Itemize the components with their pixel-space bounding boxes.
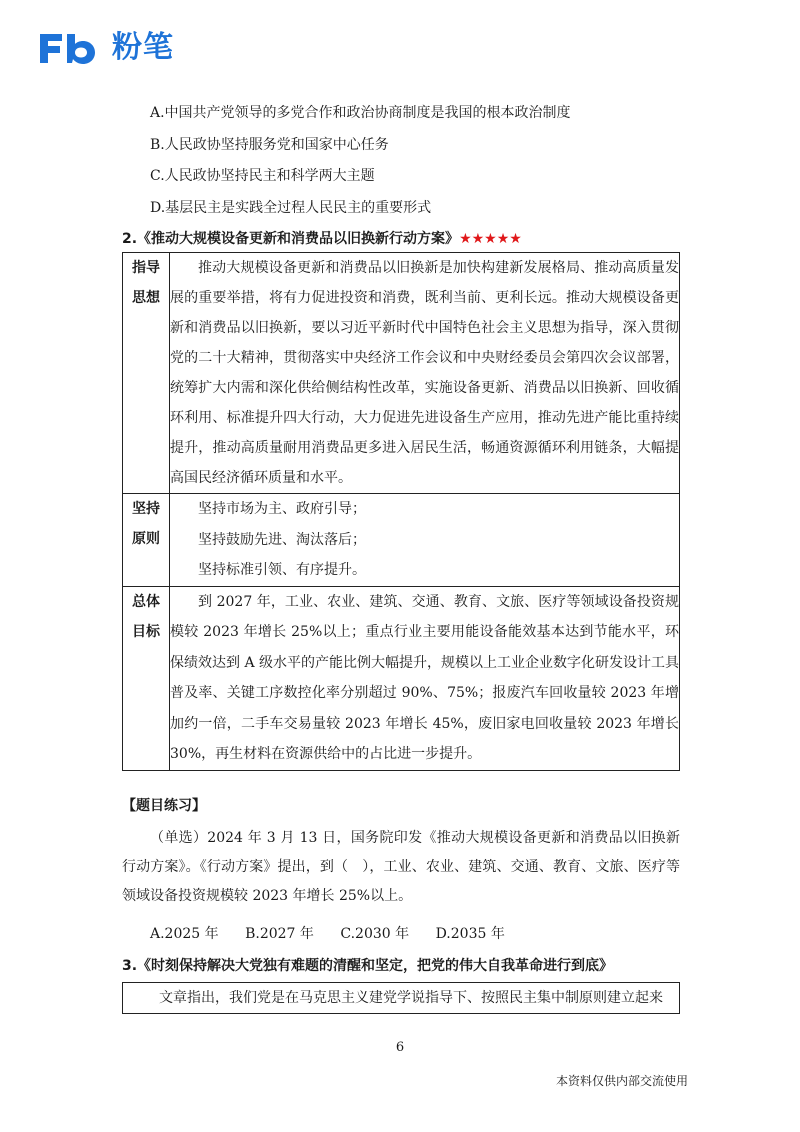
table-row-guide — [123, 253, 680, 494]
option-b: B.人民政协坚持服务党和国家中心任务 — [150, 137, 389, 153]
goal-label: 总体 目标 — [123, 586, 170, 770]
guide-label: 指导 思想 — [123, 253, 170, 494]
option-a: A.中国共产党领导的多党合作和政治协商制度是我国的根本政治制度 — [150, 105, 571, 121]
table-row-goal — [123, 586, 680, 770]
footer-note: 本资料仅供内部交流使用 — [555, 1074, 688, 1088]
goal-text: 到 2027 年，工业、农业、建筑、交通、教育、文旅、医疗等领域设备投资规模较 2023 年增长 25%以上；重点行业主要用能设备能效基本达到节能水平，环保绩效达到 A 级水平的产能比例大幅提升，规模以上工业企业数字化研发设计工具普及率、关键工序数控化率分别超过 90%、75%；报废汽车回收量较 2023 年增加约一倍，二手车交易量较 2023 年增长 45%，废旧家电回收量较 2023 年增长 30%，再生材料在资源供给中的占比进一步提升。 — [170, 593, 680, 762]
principle-label: 坚持 原则 — [123, 494, 170, 587]
fb-logo-icon — [36, 30, 108, 66]
answer-option-b: B.2027 年 — [245, 926, 314, 942]
brand-logo — [36, 30, 174, 66]
guide-text: 推动大规模设备更新和消费品以旧换新是加快构建新发展格局、推动高质量发展的重要举措，将有力促进投资和消费，既利当前、更利长远。推动大规模设备更新和消费品以旧换新，要以习近平新时代中国特色社会主义思想为指导，深入贯彻党的二十大精神，贯彻落实中央经济工作会议和中央财经委员会第四次会议部署，统筹扩大内需和深化供给侧结构性改革，实施设备更新、消费品以旧换新、回收循环利用、标准提升四大行动，大力促进先进设备生产应用，推动先进产能比重持续提升，推动高质量耐用消费品更多进入居民生活，畅通资源循环利用链条，大幅提高国民经济循环质量和水平。 — [170, 260, 679, 486]
option-d: D.基层民主是实践全过程人民民主的重要形式 — [150, 200, 432, 216]
principle-content — [170, 494, 680, 587]
principle-item: 坚持标准引领、有序提升。 — [198, 562, 366, 578]
principle-item: 坚持市场为主、政府引导； — [198, 501, 366, 517]
rating-stars-icon: ★★★★★ — [459, 231, 522, 247]
answer-option-a: A.2025 年 — [150, 926, 219, 942]
section2-title: 2.《推动大规模设备更新和消费品以旧换新行动方案》 — [122, 231, 460, 247]
practice-options — [150, 924, 527, 944]
page-number: 6 — [395, 1040, 405, 1055]
section3-box: 文章指出，我们党是在马克思主义建党学说指导下、按照民主集中制原则建立起来 — [122, 982, 680, 1014]
goal-content — [170, 586, 680, 770]
principle-item: 坚持鼓励先进、淘汰落后； — [198, 531, 366, 548]
answer-option-d: D.2035 年 — [435, 926, 505, 942]
practice-question: （单选）2024 年 3 月 13 日，国务院印发《推动大规模设备更新和消费品以旧换新行动方案》。《行动方案》提出，到（ ），工业、农业、建筑、交通、教育、文旅、医疗等领域设备投资规模较 2023 年增长 25%以上。 — [122, 830, 680, 904]
practice-title: 【题目练习】 — [122, 798, 206, 814]
brand-name: 粉笔 — [112, 30, 174, 65]
option-c: C.人民政协坚持民主和科学两大主题 — [150, 168, 375, 184]
section2-heading — [122, 229, 522, 249]
table-row-principle — [123, 494, 680, 587]
guide-content — [170, 253, 680, 494]
answer-option-c: C.2030 年 — [340, 926, 410, 942]
action-plan-table — [122, 252, 680, 771]
section3-title: 3.《时刻保持解决大党独有难题的清醒和坚定，把党的伟大自我革命进行到底》 — [122, 958, 614, 974]
